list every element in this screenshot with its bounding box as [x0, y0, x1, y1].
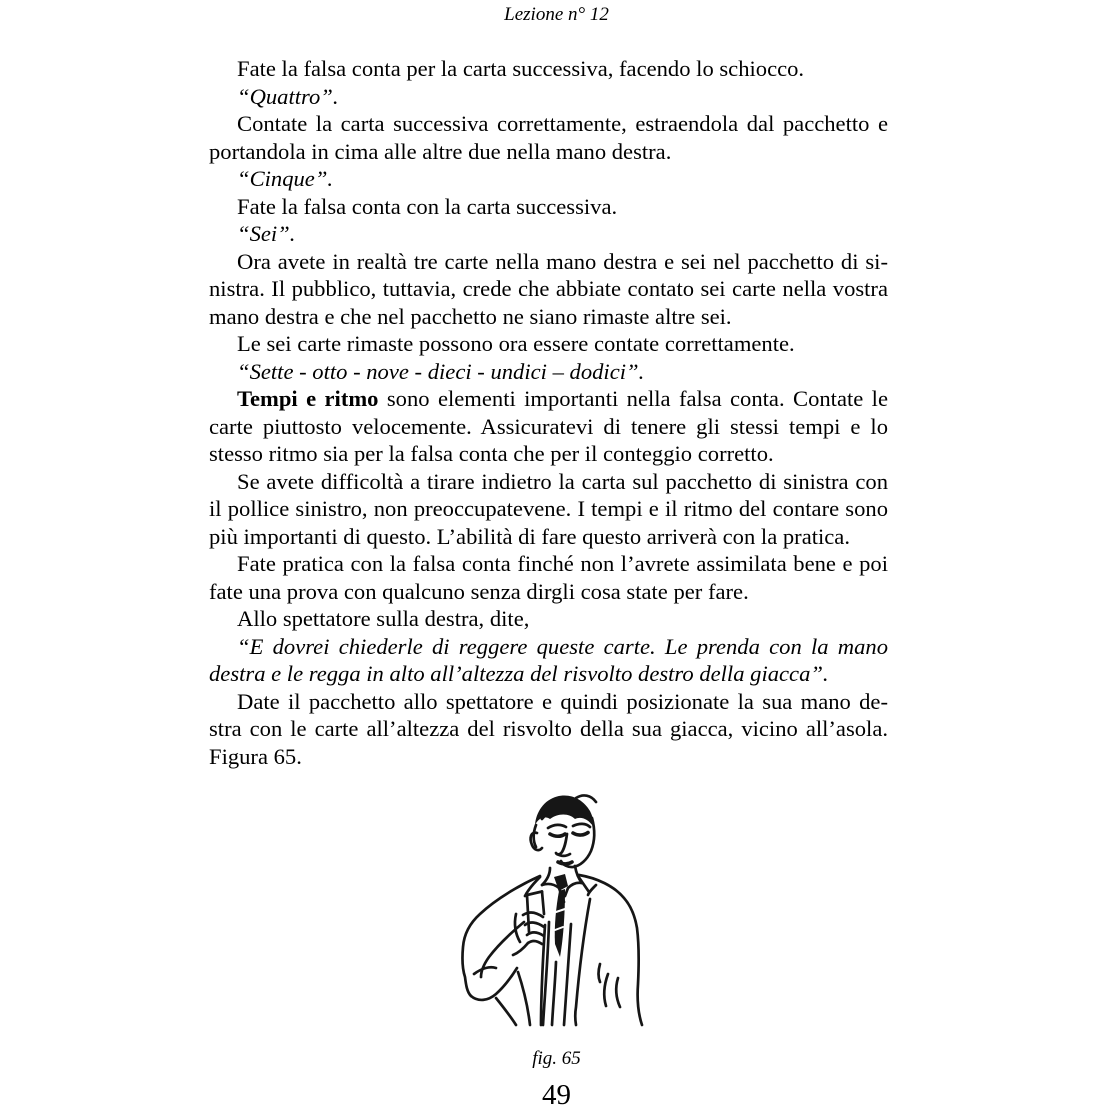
text-segment: stra con le carte all’altezza del risvolto della sua giacca, vicino all’asola. [209, 716, 888, 741]
paragraph [209, 193, 888, 221]
text-line [209, 550, 888, 578]
text-segment: Figura 65. [209, 743, 302, 769]
paragraph [209, 358, 888, 386]
paragraph [209, 248, 888, 331]
paragraph [209, 83, 888, 111]
text-line [209, 688, 888, 716]
paragraph [209, 165, 888, 193]
text-segment: Fate pratica con la falsa conta finché non l’avrete assimilata bene e poi [237, 551, 888, 576]
text-line [209, 110, 888, 138]
text-segment: Allo spettatore sulla destra, dite, [237, 606, 530, 631]
man-head [530, 795, 595, 867]
page-header: Lezione n° 12 [504, 4, 609, 25]
text-segment: stesso ritmo sia per la falsa conta che per il conteggio corretto. [209, 441, 774, 466]
paragraph [209, 110, 888, 165]
man-right-hand-with-cards [513, 892, 544, 956]
text-line [209, 138, 888, 166]
text-line [209, 413, 888, 441]
paragraph [209, 605, 888, 633]
text-segment: Ora avete in realtà tre carte nella mano destra e sei nel pacchetto di si- [237, 248, 888, 274]
text-segment: Date il pacchetto allo spettatore e quindi posizionate la sua mano de- [237, 688, 888, 714]
paragraph [209, 688, 888, 771]
paragraph [209, 220, 888, 248]
text-line [209, 605, 888, 633]
paragraph [209, 385, 888, 468]
paragraph [209, 55, 888, 83]
text-segment: Fate la falsa conta con la carta successiva. [237, 193, 618, 219]
text-segment: Le sei carte rimaste possono ora essere contate correttamente. [237, 331, 795, 356]
text-line [209, 83, 888, 111]
man-jacket-body [496, 875, 642, 1025]
paragraph [209, 468, 888, 551]
text-segment: Se avete difficoltà a tirare indietro la carta sul pacchetto di sinistra con [237, 468, 888, 494]
text-line [209, 495, 888, 523]
text-segment: portandola in cima alle altre due nella mano destra. [209, 138, 672, 164]
text-segment: nistra. Il pubblico, tuttavia, crede che abbiate contato sei carte nella vostra [209, 276, 888, 301]
paragraph [209, 633, 888, 688]
text-line [209, 193, 888, 221]
text-segment: Fate la falsa conta per la carta successiva, facendo lo schiocco. [237, 56, 805, 81]
text-segment: fate una prova con qualcuno senza dirgli cosa state per fare. [209, 578, 749, 604]
text-line [209, 358, 888, 386]
text-line [209, 633, 888, 661]
text-segment: mano destra e che nel pacchetto ne siano rimaste altre sei. [209, 303, 732, 329]
text-line [209, 468, 888, 496]
text-line [209, 303, 888, 331]
bold-text-segment: Tempi e ritmo [237, 386, 379, 411]
text-line [209, 55, 888, 83]
text-segment: destra e le regga in alto all’altezza del risvolto destro della giacca”. [209, 661, 829, 686]
paragraph [209, 330, 888, 358]
text-line [209, 248, 888, 276]
text-line [209, 523, 888, 551]
text-line [209, 578, 888, 606]
text-line [209, 660, 888, 688]
figure-65 [0, 792, 1113, 1070]
text-segment: più importanti di questo. L’abilità di fare questo arriverà con la pratica. [209, 523, 850, 549]
text-segment: “Sette - otto - nove - dieci - undici – dodici”. [237, 358, 645, 384]
text-segment: “E dovrei chiederle di reggere queste carte. Le prenda con la mano [237, 633, 888, 659]
text-segment: “Cinque”. [237, 166, 334, 191]
man-holding-cards-illustration [432, 792, 682, 1037]
text-segment: “Sei”. [237, 221, 296, 246]
text-line [209, 440, 888, 468]
text-segment: Contate la carta successiva correttamente, estraendola dal pacchetto e [237, 111, 888, 136]
text-line [209, 330, 888, 358]
text-segment: “Quattro”. [237, 83, 339, 109]
figure-caption: fig. 65 [532, 1048, 581, 1069]
text-line [209, 275, 888, 303]
body-text [209, 55, 888, 770]
text-segment: il pollice sinistro, non preoccupatevene. I tempi e il ritmo del contare sono [209, 496, 888, 521]
page-number: 49 [542, 1079, 571, 1111]
text-segment: sono elementi importanti nella falsa conta. Contate le [378, 386, 888, 411]
text-line [209, 385, 888, 413]
text-line [209, 743, 888, 771]
text-segment: carte piuttosto velocemente. Assicuratevi di tenere gli stessi tempi e lo [209, 413, 888, 439]
text-line [209, 715, 888, 743]
paragraph [209, 550, 888, 605]
text-line [209, 220, 888, 248]
text-line [209, 165, 888, 193]
